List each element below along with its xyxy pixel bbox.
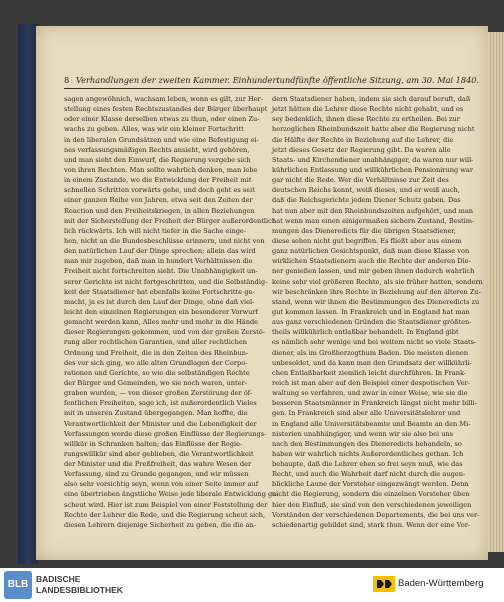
text-line: rungswillkür sind aber geblieben, die Verantwortlichkeit <box>64 449 254 458</box>
text-line: also sehr vorsichtig seyn, wenn von einer Seite immer auf <box>64 480 259 489</box>
text-line: daß die Reichsgerichte jedem Diener Schutz gaben. Das <box>272 196 461 205</box>
text-line: reich ist man aber auf den Beispiel einer despotischen Ver- <box>272 378 470 387</box>
text-line: deutschen Reichs kennt, weiß dieses, und er weiß auch, <box>272 186 460 195</box>
text-line: gemacht werden kann, Alles mehr und mehr in die Hände <box>64 318 259 327</box>
text-line: oder einer Klasse derselben etwas zu thun, oder einen Zu- <box>64 115 260 124</box>
text-line: des vor sich ging, wo alle alten Grundlagen der Corpo- <box>64 358 248 367</box>
page-edges <box>488 32 504 552</box>
text-line: gar nicht die Rede. Wer die Verhältnisse zur Zeit des <box>272 176 449 185</box>
text-line: in England alle Universitätsbeamte und Beamte an den Mi- <box>272 419 471 428</box>
text-line: ner genießen lassen, und mir geben ihnen dadurch wahrlich <box>272 267 475 276</box>
text-line: sey bedenklich, ihnen diese Rechte zu ertheilen. Bei zur <box>272 115 460 124</box>
text-line: man mir zugeben, daß man in hundert Verhältnissen die <box>64 257 253 266</box>
text-line: aus ganz verschiedenen Gründen die Staatsdiener größten- <box>272 318 472 327</box>
text-line: stellung eines festen Rechtszustandes der Bürger überhaupt <box>64 105 268 114</box>
text-line: mit der Sicherstellung der Freiheit der Bürger außerordentlich <box>64 216 277 225</box>
text-line: der Minister und die Preßfreiheit, das wahre Wesen der <box>64 460 252 469</box>
text-line: waltung so verfahren, und zwar in einer Weise, wie sie die <box>272 389 468 398</box>
blb-name-line1: BADISCHE <box>36 574 81 584</box>
text-line: schnellen Schritten vorwärts gehe, und doch geht es seit <box>64 186 255 195</box>
text-line: Verfassungen werde diese großen Einflüsse der Regierungs- <box>64 429 267 438</box>
text-line: leicht den einzelnen Regierungen ein besonderer Vorwurf <box>64 307 258 316</box>
book-binding <box>18 24 38 564</box>
right-text-column <box>272 94 483 530</box>
text-line: nisterien unabhängiger, und wenn wir sie also bei uns <box>272 429 454 438</box>
text-line: von ihren Rechten. Man sollte wahrlich denken, man lebe <box>64 165 258 174</box>
text-line: in den liberalen Grundsätzen und wie eine Befestigung ei- <box>64 135 259 144</box>
text-line: keine sehr viel größeren Rechte, als sie früher hatten, sondern <box>272 277 483 286</box>
text-line: behaupte, daß die Lehrer eben so frei seyn muß, wie das <box>272 460 463 469</box>
text-line: schiedenartig gebildet sind, stark thun. Wenn der eine Vor- <box>272 520 471 529</box>
text-line: hat nun aber mit den Rheinbundszeiten aufgehört, und man <box>272 206 473 215</box>
text-line: sagen angewöhnich, wachsam leben, wenn es gilt, zur Her- <box>64 95 263 103</box>
text-line: keit der Staatsdiener hat ebenfalls keine Fortschritte ge- <box>64 287 255 296</box>
text-line: in einem Zustande, wo die Entwicklung der Freiheit mit <box>64 176 252 185</box>
blb-logo-icon[interactable]: BLB <box>4 571 32 599</box>
blb-library-name[interactable] <box>36 574 156 596</box>
header-title: Verhandlungen der zweiten Kammer. Einhundertundfünfte öffentliche Sitzung, am 30. Mai 1840. <box>76 75 480 85</box>
text-line: dern Staatsdiener haben, indem sie sich darauf beruft, daß <box>272 95 471 103</box>
blb-name-line2: LANDESBIBLIOTHEK <box>36 585 123 595</box>
text-line: den natürlichen Lauf der Dinge sprechen; allein das wird <box>64 247 256 256</box>
text-line: blickliche Laune der Vorsteher eingezwängt werden. Denn <box>272 480 469 489</box>
text-line: nach den Bestimmungen des Dieneredicts behandeln, so <box>272 439 462 448</box>
text-line: eine übertrieben ängstliche Weise jede liberale Entwicklung ge- <box>64 490 279 499</box>
text-line: Vorständen der verschiedenen Departements, die bei uns ver- <box>272 510 480 519</box>
text-line: es nämlich sehr wenige und bei weitem nicht so viele Staats- <box>272 338 477 347</box>
text-line: herzoglichen Rheinbundszeit hatte aber die Regierung nicht <box>272 125 475 134</box>
text-line: hen, nicht an die Bundesbeschlüsse erinnern, und nicht von <box>64 236 265 245</box>
text-line: fentlichen Freiheiten, sage ich, ist außerordentlich Vieles <box>64 399 257 408</box>
text-line: rationen und Gerichte, so wie die selbständigen Rechte <box>64 368 250 377</box>
text-line: gen. In Frankreich sind aber alle Universitätslehrer und <box>272 409 461 418</box>
text-line: und man sieht den Einwurf, die Regierung vergebe sich <box>64 155 251 164</box>
text-line: die Hälfte der Rechte in Beziehung auf die Lehrer, die <box>272 135 454 144</box>
text-line: dieser Regierungen gekommen, und von der großen Zerstö- <box>64 328 265 337</box>
text-line: mit in unseren Zustand übergegangen. Man hoffte, die <box>64 409 248 418</box>
text-line: der Bürger und Gemeinden, wo sie noch waren, unter- <box>64 378 247 387</box>
text-line: nes verfassungsmäßigen Rechts ansieht, wird gehören, <box>64 145 250 154</box>
text-line: einer ganzen Reihe von Jahren, etwa seit den Zeiten der <box>64 196 253 205</box>
text-line: Verfassung, sind zu Grunde gegangen, und wir müssen <box>64 470 249 479</box>
text-line: willkür in Schranken halten; das Einflüsse der Regie- <box>64 439 243 448</box>
text-line: wirklichen Staatsdienern auch die Rechte der anderen Die- <box>272 257 471 266</box>
text-line: macht, ja es ist durch den Lauf der Dinge, ohne daß viel- <box>64 297 255 306</box>
text-line: unbesoldet, und da kann man den Grundsatz der willkührli- <box>272 358 472 367</box>
text-line: nicht die Regierung, sondern die einzelnen Vorsteher üben <box>272 490 470 499</box>
text-line: serer Gerichte ist nicht fortgeschritten, und die Selbständig- <box>64 277 268 286</box>
text-line: kührlichen Entlassung und willkührlichen Pensionirung war <box>272 165 473 174</box>
text-line: ganz natürlichen Gesichtspunkt, daß man diese Klasse von <box>272 247 470 256</box>
text-line: lich rückwärts. Ich will nicht tiefer in die Sache einge- <box>64 226 247 235</box>
text-line: jetzt dieses Gesetz der Regierung gibt. Da waren alle <box>272 145 451 154</box>
text-line: rung aller rechtlichen Garantien, und aller rechtlichen <box>64 338 247 347</box>
page-number: 8 <box>64 75 70 85</box>
text-line: Staats- und Kirchendiener unabhängiger, da waren nur will- <box>272 155 474 164</box>
text-line: stand, wenn wir ihnen die Bestimmungen des Dieneredicts zu <box>272 297 480 306</box>
text-line: diener, als im Großherzogthum Baden. Die meisten dienen <box>272 348 469 357</box>
text-line: Ordnung und Freiheit, die in den Zeiten des Rheinbun- <box>64 348 249 357</box>
baden-wuerttemberg-crest-icon[interactable] <box>372 574 396 594</box>
text-line: wir beschränken ihre Rechte in Beziehung auf den älteren Zu- <box>272 287 481 296</box>
baden-wuerttemberg-label[interactable]: Baden-Württemberg <box>398 578 484 589</box>
text-line: Freiheit nicht fortschreiten sieht. Die Unabhängigkeit un- <box>64 267 258 276</box>
text-line: Rechte der Lehrer die Rede, und die Regierung scheut sich, <box>64 510 266 519</box>
text-line: diese sehen nicht gut begriffen. Es fließt aber aus einem <box>272 236 462 245</box>
text-line: mungen des Dieneredicts für die übrigen Staatsdiener, <box>272 226 456 235</box>
text-line: scheut wird. Hier ist zum Beispiel von einer Feststellung der <box>64 500 268 509</box>
text-line: Verantwortlichkeit der Minister und die Lebendigkeit der <box>64 419 257 428</box>
text-line: besseren Staatsmänner in Frankreich längst nicht mehr billi- <box>272 399 477 408</box>
text-line: theils willkührlich entlaßbar behandelt. In England gibt <box>272 328 459 337</box>
text-line: hier den Einfluß, sie sind von den verschiedenen jeweiligen <box>272 500 472 509</box>
text-line: diesen Lehrern diejenige Sicherheit zu geben, die die an- <box>64 520 256 529</box>
text-line: haben wir wahrlich nichts Außerordentliches gethan. Ich <box>272 449 464 458</box>
left-text-column <box>64 94 279 530</box>
text-line: wachs zu geben. Alles, was wir ein kleiner Fortschritt <box>64 125 244 134</box>
text-line: chen Entlaßbarkeit ziemlich leicht durchführen. In Frank- <box>272 368 467 377</box>
page-header <box>64 75 480 89</box>
text-line: Reaction und den Freiheitskriegen, in allen Beziehungen <box>64 206 255 215</box>
text-line: gut kommen lassen. In Frankreich und in England hat man <box>272 307 470 316</box>
text-line: hat wenn man einen einigermaßen sichern Zustand, Bestim- <box>272 216 475 225</box>
text-line: jetzt hätten die Lehrer diese Rechte nicht gehabt, und es <box>272 105 464 114</box>
text-line: graben wurden, — von dieser großen Zerstörung der öf- <box>64 389 253 398</box>
text-line: Recht, und auch die Wahrheit darf nicht durch die augen- <box>272 470 466 479</box>
header-rule <box>64 88 464 89</box>
